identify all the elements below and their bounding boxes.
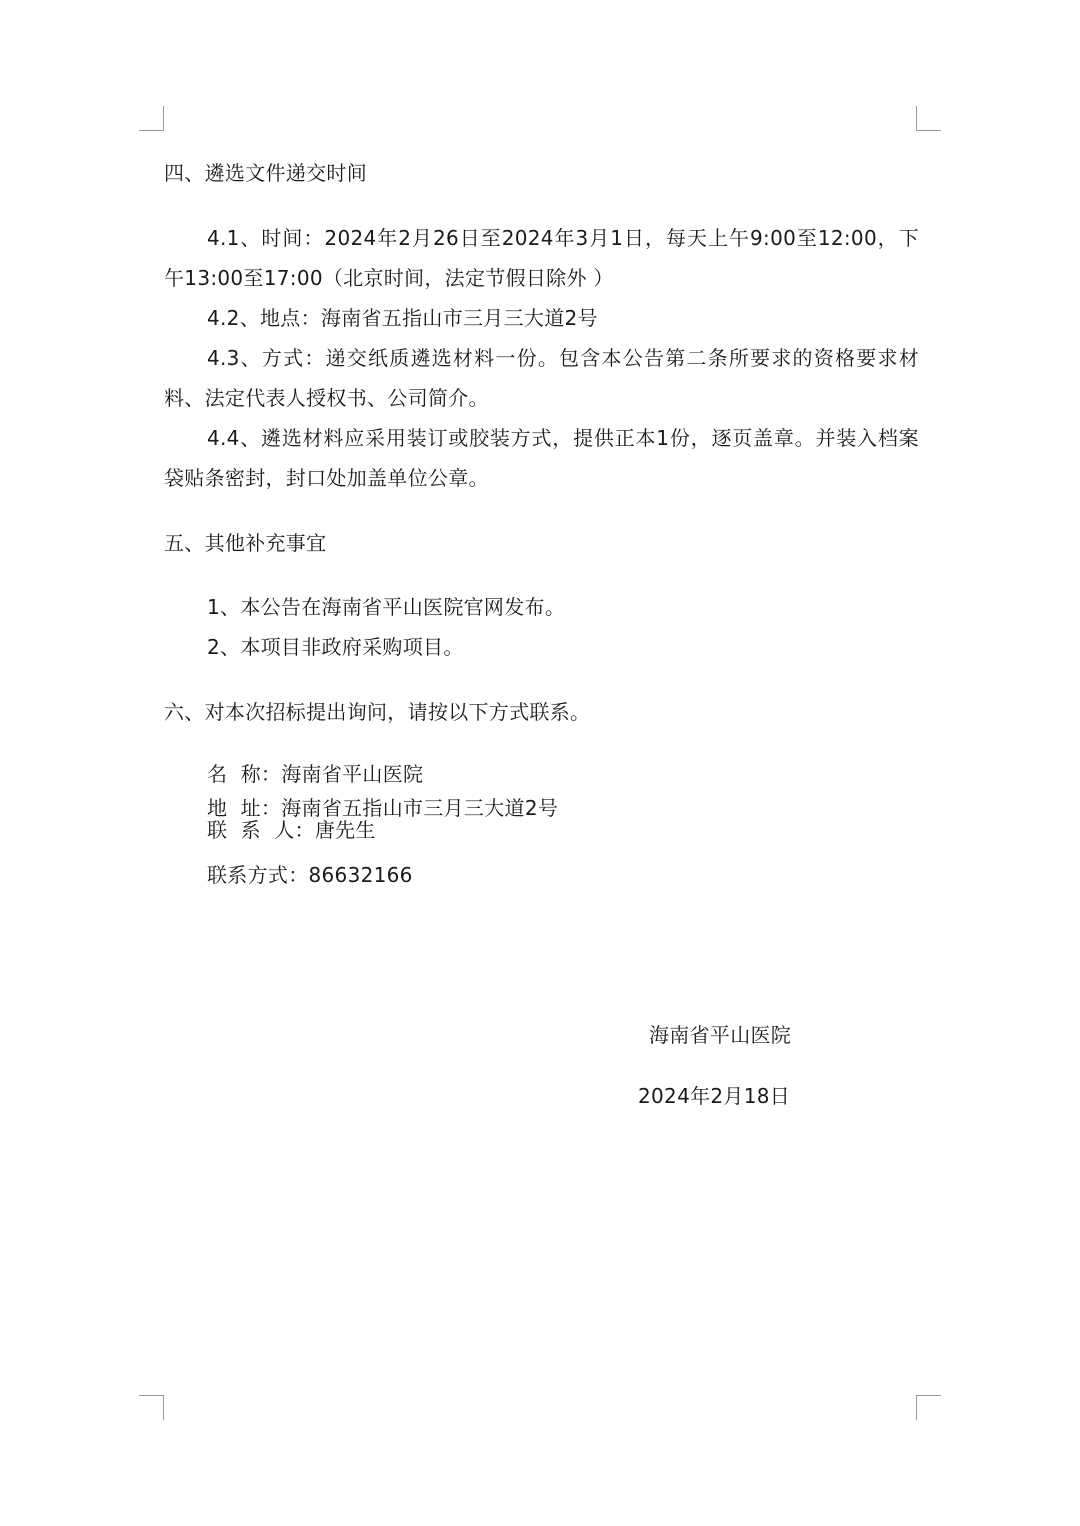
section5-item-1: 1、本公告在海南省平山医院官网发布。 bbox=[207, 595, 566, 619]
section4-binding-paragraph: 4.4、遴选材料应采用装订或胶装方式，提供正本1份，逐页盖章。并装入档案袋贴条密封，封口处加盖单位公章。 bbox=[164, 426, 919, 490]
crop-mark-bottom-right bbox=[916, 1395, 941, 1420]
crop-mark-top-left bbox=[139, 106, 164, 131]
contact-name: 名 称：海南省平山医院 bbox=[207, 762, 424, 786]
crop-mark-top-right bbox=[916, 106, 941, 131]
contact-phone: 联系方式：86632166 bbox=[207, 863, 413, 887]
section6-heading: 六、对本次招标提出询问，请按以下方式联系。 bbox=[164, 700, 591, 724]
section5-heading: 五、其他补充事宜 bbox=[164, 531, 327, 555]
contact-address: 地 址：海南省五指山市三月三大道2号 bbox=[207, 796, 559, 820]
section4-heading: 四、遴选文件递交时间 bbox=[164, 161, 367, 185]
section5-item-2: 2、本项目非政府采购项目。 bbox=[207, 635, 464, 659]
section4-method-paragraph: 4.3、方式：递交纸质遴选材料一份。包含本公告第二条所要求的资格要求材料、法定代表人授权书、公司简介。 bbox=[164, 346, 919, 410]
section4-time-paragraph: 4.1、时间：2024年2月26日至2024年3月1日，每天上午9:00至12:00，下午13:00至17:00（北京时间，法定节假日除外 ） bbox=[164, 226, 919, 290]
crop-mark-bottom-left bbox=[139, 1395, 164, 1420]
contact-person: 联 系 人：唐先生 bbox=[207, 818, 376, 842]
signature-org: 海南省平山医院 bbox=[649, 1023, 792, 1047]
section4-location-paragraph: 4.2、地点：海南省五指山市三月三大道2号 bbox=[207, 306, 598, 330]
signature-date: 2024年2月18日 bbox=[638, 1084, 791, 1108]
